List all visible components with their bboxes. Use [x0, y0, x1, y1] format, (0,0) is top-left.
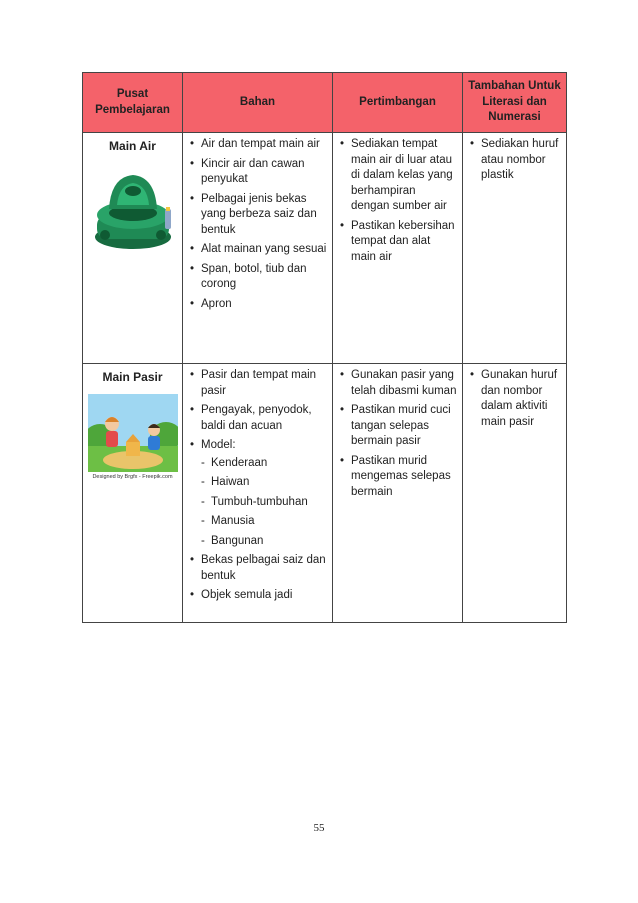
pertimbangan-cell-main-air: [333, 133, 463, 364]
green-water-play-potty-toy-icon: [87, 163, 179, 255]
list-item: • Pastikan murid cuci tangan selepas bermain pasir: [340, 403, 457, 450]
pertimbangan-cell-main-pasir: [333, 364, 463, 623]
list-item: • Sediakan huruf atau nombor plastik: [470, 137, 561, 184]
table-row: [83, 364, 567, 623]
tambahan-cell-main-pasir: [463, 364, 567, 623]
list-item: [190, 438, 327, 549]
header-bahan: Bahan: [183, 73, 333, 133]
list-item: • Apron: [190, 297, 327, 313]
center-cell-main-pasir: [83, 364, 183, 623]
center-cell-main-air: [83, 133, 183, 364]
list-item: • Alat mainan yang sesuai: [190, 242, 327, 258]
learning-centers-table: [82, 72, 567, 623]
image-credit: Designed by Brgfx - Freepik.com: [92, 473, 173, 480]
list-item: • Pastikan murid mengemas selepas bermain: [340, 454, 457, 501]
list-item: • Bekas pelbagai saiz dan bentuk: [190, 553, 327, 584]
table-header-row: [83, 73, 567, 133]
list-item: • Gunakan huruf dan nombor dalam aktiviti main pasir: [470, 368, 561, 430]
list-item: • Air dan tempat main air: [190, 137, 327, 153]
bahan-cell-main-pasir: [183, 364, 333, 623]
list-item: • Pelbagai jenis bekas yang berbeza saiz dan bentuk: [190, 192, 327, 239]
list-item: • Pengayak, penyodok, baldi dan acuan: [190, 403, 327, 434]
header-pusat-pembelajaran: Pusat Pembelajaran: [83, 73, 183, 133]
list-item: - Haiwan: [201, 475, 327, 491]
table-row: [83, 133, 567, 364]
model-sublist: [201, 456, 327, 550]
list-item: - Tumbuh-tumbuhan: [201, 495, 327, 511]
header-pertimbangan: Pertimbangan: [333, 73, 463, 133]
model-label: Model:: [201, 439, 236, 451]
list-item: • Kincir air dan cawan penyukat: [190, 157, 327, 188]
list-item: • Objek semula jadi: [190, 588, 327, 604]
list-item: - Bangunan: [201, 534, 327, 550]
list-item: • Span, botol, tiub dan corong: [190, 262, 327, 293]
list-item: • Pasir dan tempat main pasir: [190, 368, 327, 399]
list-item: - Kenderaan: [201, 456, 327, 472]
list-item: • Pastikan kebersihan tempat dan alat main air: [340, 219, 457, 266]
center-title: Main Pasir: [102, 370, 163, 384]
list-item: • Gunakan pasir yang telah dibasmi kuman: [340, 368, 457, 399]
list-item: • Sediakan tempat main air di luar atau di dalam kelas yang berhampiran dengan sumber air: [340, 137, 457, 215]
header-tambahan: Tambahan Untuk Literasi dan Numerasi: [463, 73, 567, 133]
center-title: Main Air: [109, 139, 156, 153]
list-item: - Manusia: [201, 514, 327, 530]
page-number: 55: [313, 822, 325, 834]
bahan-cell-main-air: [183, 133, 333, 364]
children-playing-sand-icon: [88, 394, 178, 472]
tambahan-cell-main-air: [463, 133, 567, 364]
